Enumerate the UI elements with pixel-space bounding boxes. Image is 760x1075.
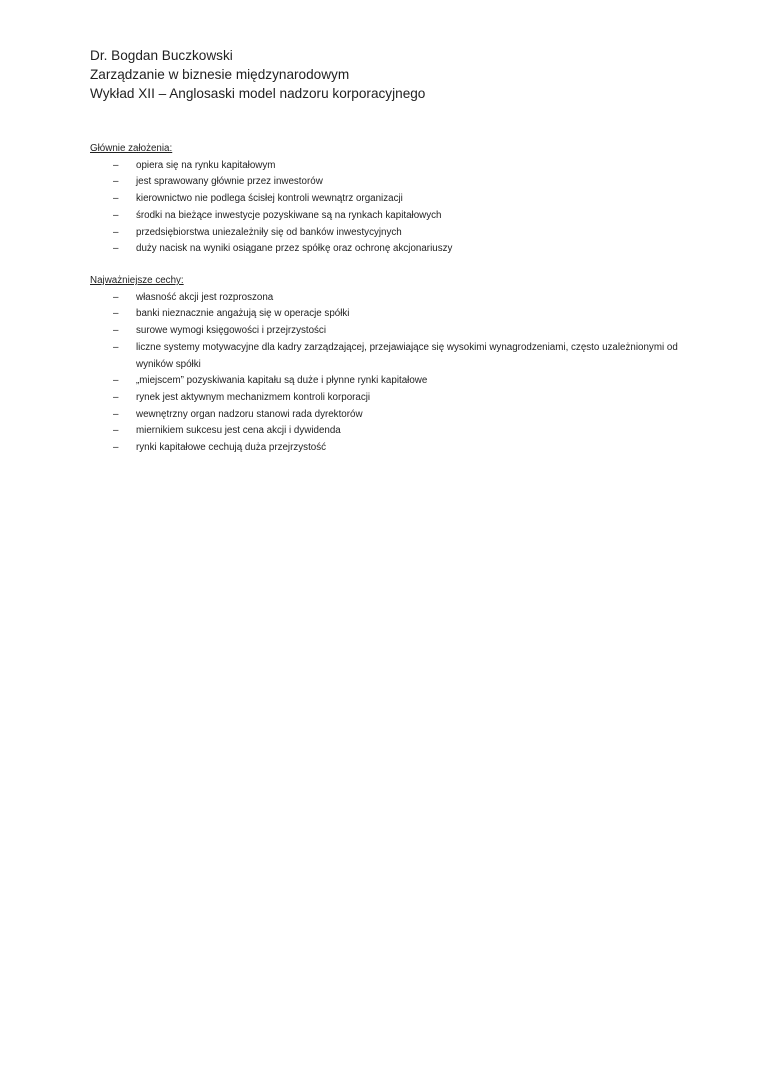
list-item-text: miernikiem sukcesu jest cena akcji i dywidenda (136, 425, 341, 437)
section-main-assumptions (90, 141, 690, 258)
list-item-text: własność akcji jest rozproszona (136, 291, 274, 303)
dash-bullet: – (113, 243, 119, 255)
section-heading: Głównie założenia: (90, 143, 173, 154)
course-title: Zarządzanie w biznesie międzynarodowym (90, 67, 350, 82)
dash-bullet: – (113, 408, 119, 420)
list-item-text: duży nacisk na wyniki osiągane przez spółkę oraz ochronę akcjonariuszy (136, 243, 453, 255)
list-item (90, 306, 690, 323)
list-item (90, 440, 690, 457)
list-item-text: jest sprawowany głównie przez inwestorów (136, 176, 323, 188)
list-item (90, 290, 690, 307)
list-item-text: kierownictwo nie podlega ścisłej kontroli wewnątrz organizacji (136, 193, 403, 205)
dash-bullet: – (113, 159, 119, 171)
list-item-text: opiera się na rynku kapitałowym (136, 159, 276, 171)
list-item (90, 423, 690, 440)
dash-bullet: – (113, 176, 119, 188)
list-item (90, 158, 690, 175)
dash-bullet: – (113, 341, 119, 353)
dash-bullet: – (113, 375, 119, 387)
dash-bullet: – (113, 442, 119, 454)
list-item-text: banki nieznacznie angażują się w operacje spółki (136, 308, 350, 320)
list-item (90, 340, 690, 373)
list-item (90, 323, 690, 340)
list-item-text: liczne systemy motywacyjne dla kadry zarządzającej, przejawiające się wysokimi wynagrodzeniami, często uzależnionymi od wyników spółki (136, 341, 678, 370)
bullet-list (90, 290, 690, 457)
list-item (90, 225, 690, 242)
document-header (90, 46, 710, 103)
dash-bullet: – (113, 193, 119, 205)
list-item-text: rynki kapitałowe cechują duża przejrzystość (136, 442, 327, 454)
list-item-text: „miejscem” pozyskiwania kapitału są duże i płynne rynki kapitałowe (136, 375, 428, 387)
list-item-text: przedsiębiorstwa uniezależniły się od banków inwestycyjnych (136, 226, 402, 238)
list-item-text: rynek jest aktywnym mechanizmem kontroli korporacji (136, 391, 371, 403)
dash-bullet: – (113, 291, 119, 303)
lecture-title: Wykład XII – Anglosaski model nadzoru korporacyjnego (90, 86, 426, 101)
dash-bullet: – (113, 226, 119, 238)
list-item (90, 208, 690, 225)
section-heading: Najważniejsze cechy: (90, 275, 184, 286)
list-item-text: surowe wymogi księgowości i przejrzystości (136, 325, 327, 337)
dash-bullet: – (113, 325, 119, 337)
dash-bullet: – (113, 391, 119, 403)
dash-bullet: – (113, 425, 119, 437)
list-item (90, 191, 690, 208)
dash-bullet: – (113, 308, 119, 320)
list-item (90, 174, 690, 191)
dash-bullet: – (113, 209, 119, 221)
list-item (90, 373, 690, 390)
list-item-text: środki na bieżące inwestycje pozyskiwane są na rynkach kapitałowych (136, 209, 442, 221)
list-item (90, 407, 690, 424)
list-item-text: wewnętrzny organ nadzoru stanowi rada dyrektorów (136, 408, 363, 420)
section-key-features (90, 273, 690, 457)
author-name: Dr. Bogdan Buczkowski (90, 48, 233, 63)
list-item (90, 390, 690, 407)
list-item (90, 241, 690, 258)
bullet-list (90, 158, 690, 258)
